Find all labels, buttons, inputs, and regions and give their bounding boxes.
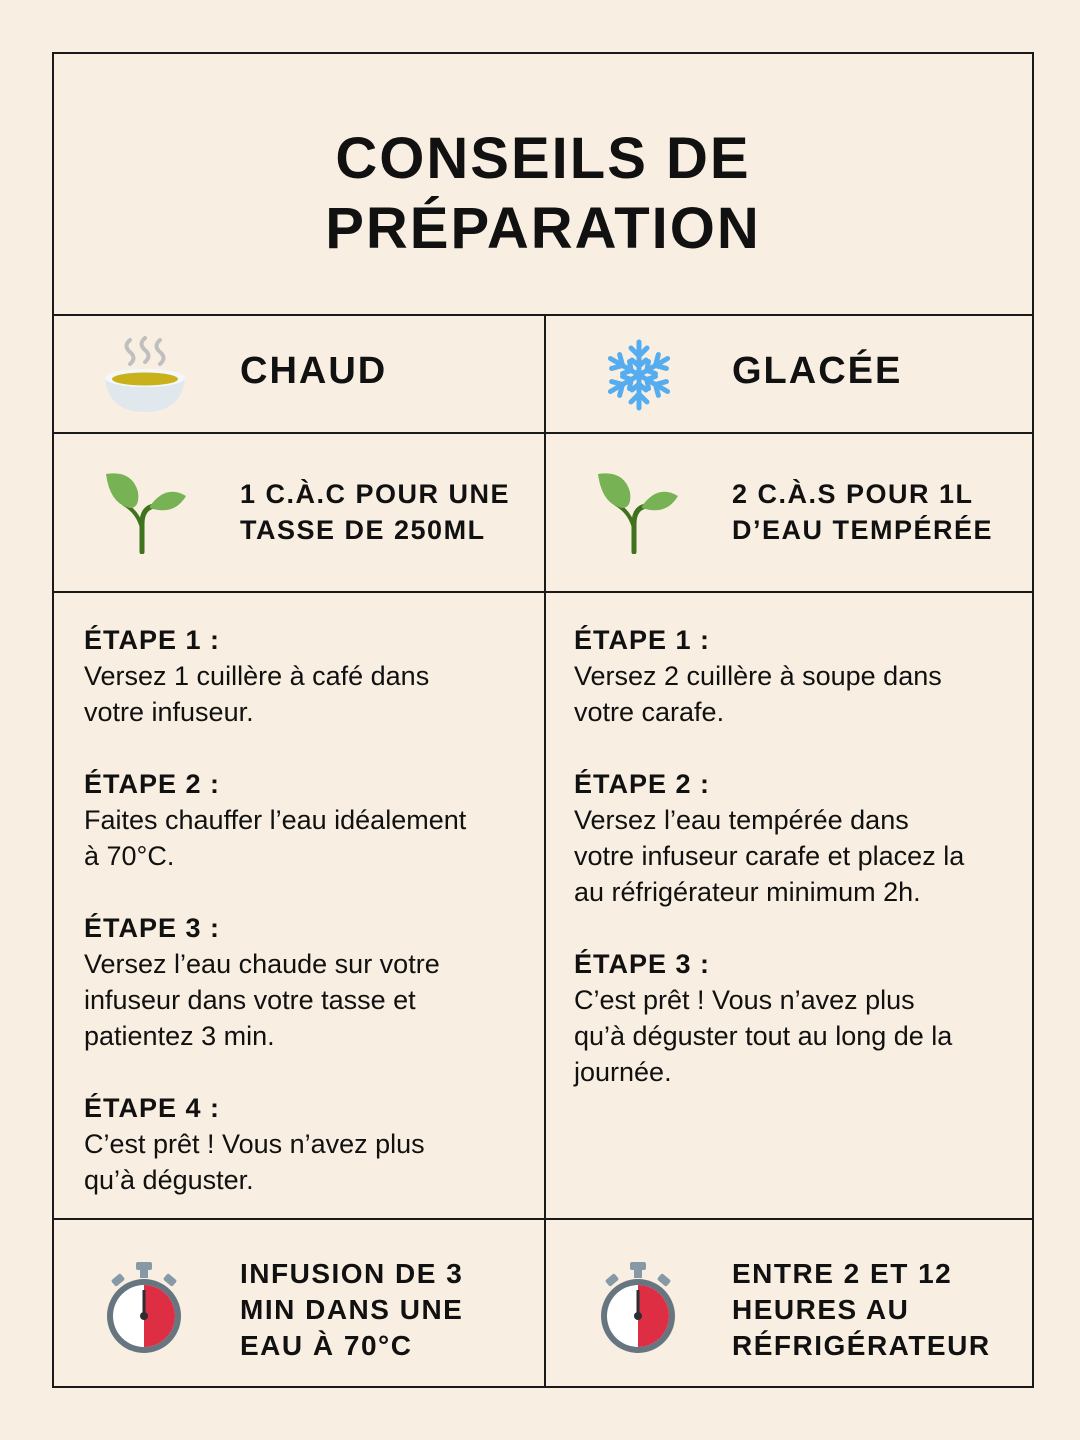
cold-steps xyxy=(574,622,1024,1126)
step-item: ÉTAPE 1 : Versez 2 cuillère à soupe dans votre carafe. xyxy=(574,625,942,727)
cold-infusion-time: ENTRE 2 ET 12 HEURES AU RÉFRIGÉRATEUR xyxy=(732,1258,991,1361)
stopwatch-icon xyxy=(104,1260,184,1359)
divider xyxy=(54,591,1032,593)
snowflake-icon xyxy=(602,338,676,417)
cold-quantity: 2 C.À.S POUR 1L D’EAU TEMPÉRÉE xyxy=(732,479,994,545)
step-item: ÉTAPE 2 : Versez l’eau tempérée dans votre infuseur carafe et placez la au réfrigérateur minimum 2h. xyxy=(574,769,965,907)
step-item: ÉTAPE 4 : C’est prêt ! Vous n’avez plus qu’à déguster. xyxy=(84,1093,425,1195)
stopwatch-icon xyxy=(598,1260,678,1359)
step-item: ÉTAPE 2 : Faites chauffer l’eau idéalement à 70°C. xyxy=(84,769,467,871)
hot-bowl-icon xyxy=(102,336,188,421)
hot-steps xyxy=(84,622,534,1234)
hot-infusion-time: INFUSION DE 3 MIN DANS UNE EAU À 70°C xyxy=(240,1258,464,1361)
sprout-icon xyxy=(102,468,188,559)
page-title: CONSEILS DE PRÉPARATION xyxy=(325,126,761,261)
cold-label: GLACÉE xyxy=(732,350,903,392)
step-item: ÉTAPE 1 : Versez 1 cuillère à café dans votre infuseur. xyxy=(84,625,430,727)
divider xyxy=(54,314,1032,316)
column-divider xyxy=(544,314,546,1388)
step-item: ÉTAPE 3 : C’est prêt ! Vous n’avez plus qu’à déguster tout au long de la journée. xyxy=(574,949,953,1087)
hot-quantity: 1 C.À.C POUR UNE TASSE DE 250ML xyxy=(240,479,511,545)
step-item: ÉTAPE 3 : Versez l’eau chaude sur votre infuseur dans votre tasse et patientez 3 min. xyxy=(84,913,440,1051)
preparation-card xyxy=(52,52,1034,1388)
divider xyxy=(54,432,1032,434)
sprout-icon xyxy=(594,468,680,559)
hot-label: CHAUD xyxy=(240,350,388,392)
